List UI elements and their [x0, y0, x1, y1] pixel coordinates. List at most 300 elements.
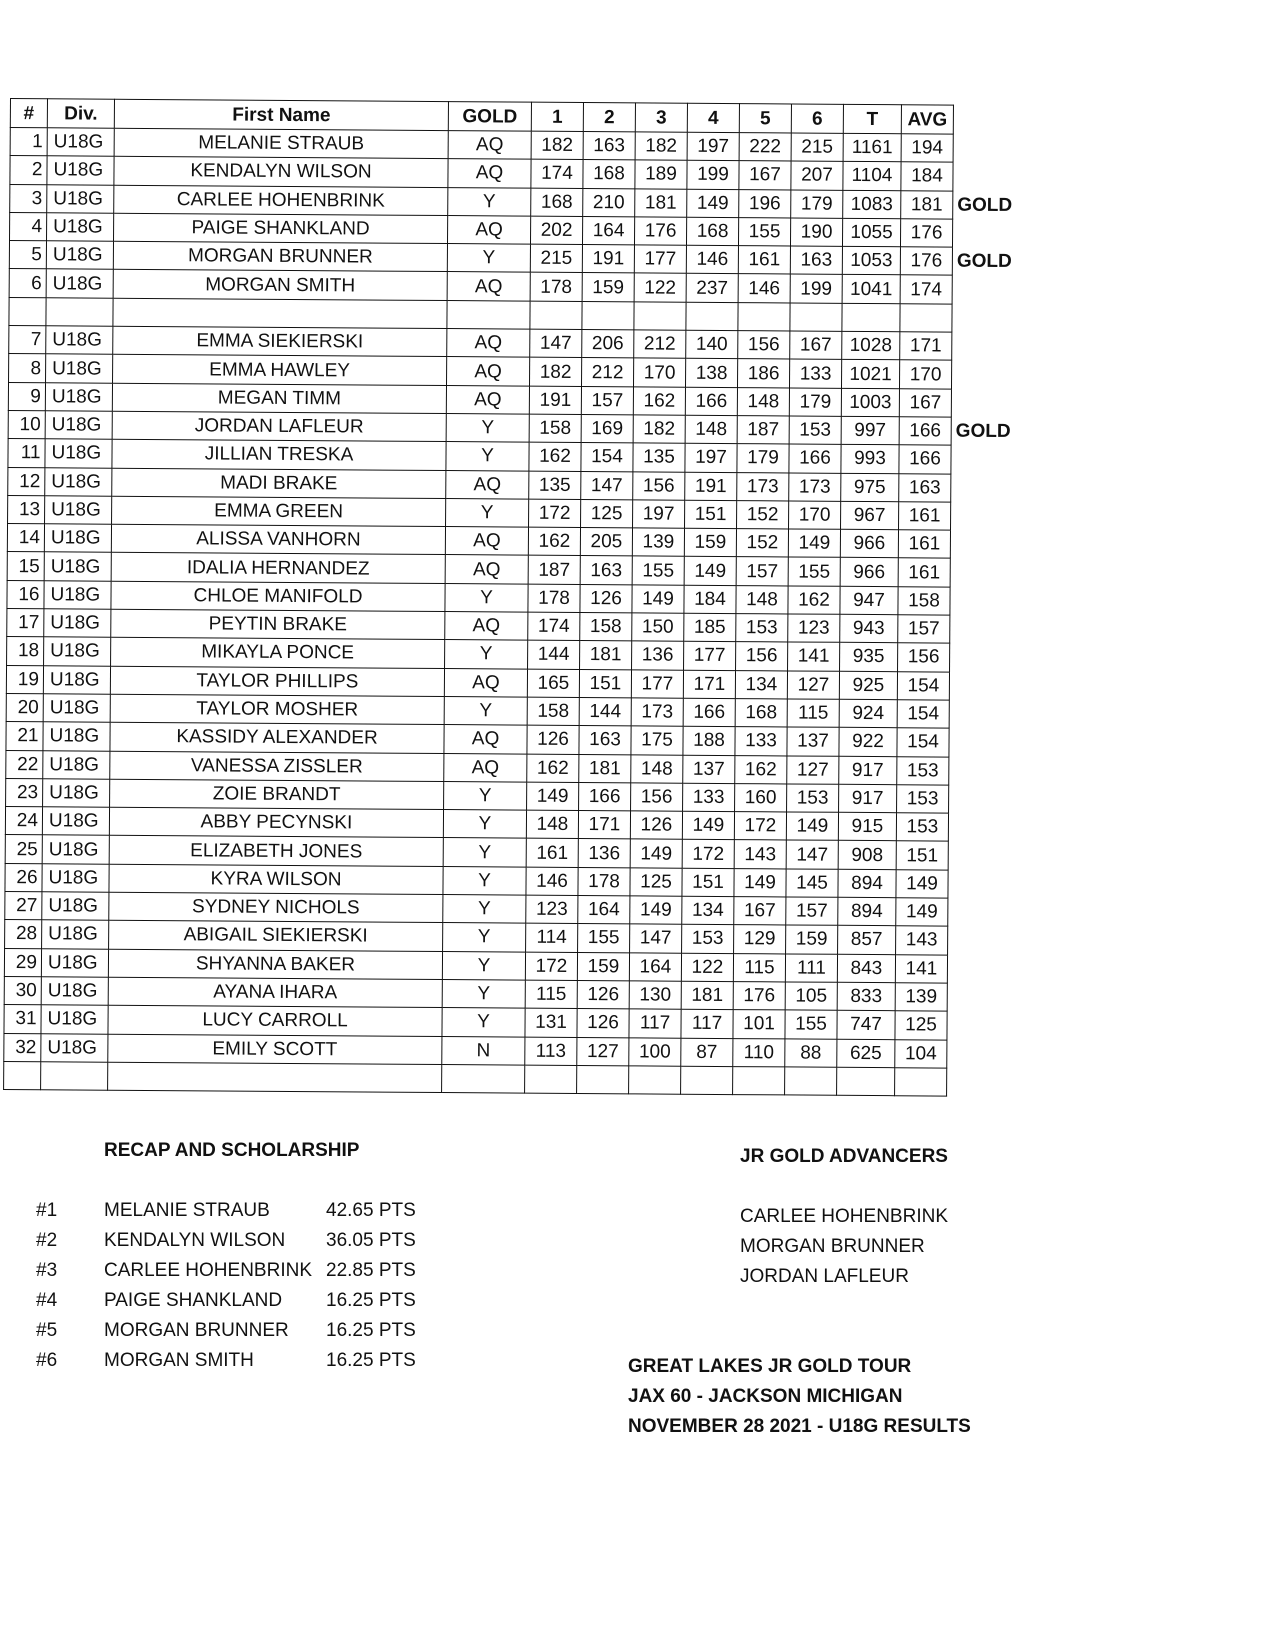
division-cell: U18G — [45, 382, 112, 411]
gold-advancer-label — [949, 757, 1012, 786]
game2-cell: 181 — [579, 754, 631, 783]
game3-cell: 135 — [633, 443, 685, 472]
gold-advancer-label — [951, 360, 1014, 389]
recap-points: 16.25 PTS — [326, 1350, 416, 1371]
division-cell: U18G — [43, 779, 110, 808]
average-cell: 149 — [896, 898, 948, 927]
game5-cell — [733, 1066, 785, 1095]
game3-cell: 139 — [632, 528, 684, 557]
game6-cell: 167 — [790, 331, 842, 360]
gold-advancer-label — [952, 304, 1015, 333]
advancer-name: JORDAN LAFLEUR — [740, 1266, 909, 1287]
gold-advancer-label — [947, 955, 1010, 984]
gold-advancer-label — [951, 474, 1014, 503]
game5-cell: 222 — [739, 133, 791, 162]
average-cell: 176 — [900, 219, 952, 248]
rank-cell: 22 — [6, 750, 43, 779]
rank-cell: 32 — [4, 1033, 41, 1062]
gold-advancer-label — [947, 983, 1010, 1012]
division-cell: U18G — [46, 326, 113, 355]
game5-cell: 156 — [736, 642, 788, 671]
total-cell: 1053 — [842, 247, 900, 276]
game4-cell: 151 — [685, 500, 737, 529]
game5-cell: 152 — [737, 500, 789, 529]
game4-cell: 137 — [683, 755, 735, 784]
game2-cell: 166 — [579, 782, 631, 811]
name-cell: ABBY PECYNSKI — [109, 807, 443, 838]
rank-cell: 21 — [6, 722, 43, 751]
game1-cell: 123 — [526, 895, 578, 924]
game2-cell: 158 — [580, 613, 632, 642]
game6-cell: 207 — [791, 161, 843, 190]
gold-status-cell: Y — [442, 979, 525, 1008]
division-cell: U18G — [42, 920, 109, 949]
gold-advancer-label — [952, 332, 1015, 361]
game5-cell: 187 — [737, 416, 789, 445]
name-cell: VANESSA ZISSLER — [110, 751, 444, 782]
game2-cell: 205 — [580, 528, 632, 557]
game3-cell: 149 — [630, 896, 682, 925]
rank-cell: 14 — [7, 524, 44, 553]
name-cell: ZOIE BRANDT — [110, 779, 444, 810]
game6-cell: 173 — [789, 473, 841, 502]
recap-rank: #3 — [36, 1260, 58, 1281]
game2-cell: 212 — [582, 358, 634, 387]
division-cell: U18G — [47, 184, 114, 213]
gold-status-cell: AQ — [447, 357, 530, 386]
division-cell: U18G — [44, 524, 111, 553]
division-cell — [41, 1062, 108, 1091]
average-cell: 125 — [895, 1011, 947, 1040]
game4-cell: 133 — [683, 783, 735, 812]
game5-cell: 161 — [738, 246, 790, 275]
game4-cell: 149 — [682, 811, 734, 840]
game4-cell: 153 — [682, 925, 734, 954]
gold-status-cell: AQ — [446, 470, 529, 499]
recap-rank: #4 — [36, 1290, 58, 1311]
rank-cell: 4 — [10, 212, 47, 241]
game2-cell: 163 — [580, 556, 632, 585]
game2-cell: 126 — [577, 980, 629, 1009]
game5-cell: 133 — [735, 727, 787, 756]
game1-cell: 158 — [529, 414, 581, 443]
total-cell: 1083 — [843, 190, 901, 219]
game3-cell: 164 — [629, 952, 681, 981]
game4-cell: 191 — [685, 472, 737, 501]
game6-cell: 162 — [788, 586, 840, 615]
gold-advancer-label — [947, 1040, 1010, 1069]
gold-advancer-label — [951, 389, 1014, 418]
game3-cell: 197 — [633, 500, 685, 529]
game3-cell: 182 — [635, 132, 687, 161]
gold-advancer-label — [950, 587, 1013, 616]
name-cell: KENDALYN WILSON — [114, 157, 448, 188]
game6-cell: 179 — [791, 190, 843, 219]
division-cell: U18G — [41, 1005, 108, 1034]
gold-advancer-label — [950, 530, 1013, 559]
rank-cell: 27 — [5, 891, 42, 920]
game1-cell: 172 — [529, 499, 581, 528]
game6-cell: 141 — [788, 642, 840, 671]
game5-cell: 176 — [733, 981, 785, 1010]
game1-cell: 162 — [528, 527, 580, 556]
game2-cell: 163 — [579, 726, 631, 755]
total-cell: 925 — [839, 671, 897, 700]
game4-cell: 148 — [685, 415, 737, 444]
game2-cell: 169 — [581, 414, 633, 443]
gold-advancer-label — [952, 219, 1015, 248]
gold-status-cell: Y — [445, 640, 528, 669]
recap-points: 16.25 PTS — [326, 1320, 416, 1341]
game4-cell: 197 — [685, 443, 737, 472]
game4-cell: 237 — [686, 274, 738, 303]
game3-cell: 155 — [632, 556, 684, 585]
name-cell: KYRA WILSON — [109, 864, 443, 895]
average-cell: 141 — [895, 954, 947, 983]
gold-status-cell: AQ — [444, 668, 527, 697]
recap-title: RECAP AND SCHOLARSHIP — [104, 1140, 360, 1161]
game3-cell — [634, 302, 686, 331]
game3-cell: 177 — [631, 669, 683, 698]
table-row — [4, 1061, 1010, 1096]
game1-cell: 215 — [530, 244, 582, 273]
total-cell: 1021 — [841, 360, 899, 389]
game1-cell: 178 — [530, 273, 582, 302]
recap-name: CARLEE HOHENBRINK — [104, 1260, 312, 1281]
gold-status-cell: Y — [443, 923, 526, 952]
game4-cell: 159 — [684, 528, 736, 557]
gold-advancer-label — [947, 1011, 1010, 1040]
name-cell: ALISSA VANHORN — [111, 524, 445, 555]
name-cell: SYDNEY NICHOLS — [109, 892, 443, 923]
game5-cell: 162 — [735, 755, 787, 784]
rank-cell: 11 — [8, 439, 45, 468]
name-cell: MIKAYLA PONCE — [111, 638, 445, 669]
division-cell: U18G — [47, 156, 114, 185]
average-cell: 166 — [899, 445, 951, 474]
game1-cell: 115 — [525, 980, 577, 1009]
name-cell: ELIZABETH JONES — [109, 836, 443, 867]
name-cell: SHYANNA BAKER — [108, 949, 442, 980]
total-cell: 1104 — [843, 162, 901, 191]
game2-cell: 164 — [582, 216, 634, 245]
total-cell — [842, 303, 900, 332]
rank-cell: 8 — [9, 354, 46, 383]
game2-cell: 168 — [583, 160, 635, 189]
division-cell: U18G — [44, 637, 111, 666]
game5-cell: 110 — [733, 1038, 785, 1067]
game6-cell: 111 — [785, 954, 837, 983]
gold-advancer-label — [949, 700, 1012, 729]
game4-cell: 171 — [683, 670, 735, 699]
game2-cell: 164 — [578, 896, 630, 925]
game2-cell: 178 — [578, 867, 630, 896]
total-cell: 967 — [841, 501, 899, 530]
average-cell: 153 — [897, 785, 949, 814]
game3-cell: 149 — [632, 585, 684, 614]
gold-status-cell — [447, 300, 530, 329]
name-cell: TAYLOR PHILLIPS — [110, 666, 444, 697]
rank-cell: 7 — [9, 326, 46, 355]
gold-advancer-label — [951, 445, 1014, 474]
column-header: Div. — [47, 99, 114, 128]
gold-status-cell: Y — [442, 1008, 525, 1037]
game5-cell: 143 — [734, 840, 786, 869]
name-cell: LUCY CARROLL — [108, 1005, 442, 1036]
game5-cell: 167 — [734, 897, 786, 926]
average-cell: 161 — [899, 502, 951, 531]
gold-advancer-label — [948, 813, 1011, 842]
average-cell: 154 — [897, 671, 949, 700]
gold-advancer-label — [948, 841, 1011, 870]
game6-cell: 137 — [787, 727, 839, 756]
game4-cell: 185 — [684, 613, 736, 642]
game2-cell — [577, 1065, 629, 1094]
event-location: JAX 60 - JACKSON MICHIGAN — [628, 1386, 903, 1407]
total-cell: 1003 — [841, 388, 899, 417]
game4-cell — [686, 302, 738, 331]
total-cell: 747 — [837, 1010, 895, 1039]
game1-cell: 147 — [530, 329, 582, 358]
column-header: 6 — [791, 104, 843, 133]
rank-cell: 15 — [7, 552, 44, 581]
gold-status-cell: Y — [443, 810, 526, 839]
average-cell: 167 — [899, 388, 951, 417]
game2-cell: 125 — [581, 499, 633, 528]
average-cell: 176 — [900, 247, 952, 276]
division-cell: U18G — [42, 892, 109, 921]
gold-status-cell: Y — [447, 244, 530, 273]
game1-cell: 135 — [529, 471, 581, 500]
gold-advancer-label — [950, 559, 1013, 588]
game5-cell — [738, 302, 790, 331]
game3-cell: 117 — [629, 1009, 681, 1038]
average-cell: 149 — [896, 869, 948, 898]
gold-status-cell: Y — [446, 414, 529, 443]
recap-name: PAIGE SHANKLAND — [104, 1290, 283, 1311]
column-header: 1 — [531, 102, 583, 131]
division-cell: U18G — [45, 439, 112, 468]
rank-cell — [4, 1061, 41, 1090]
name-cell: PEYTIN BRAKE — [111, 609, 445, 640]
rank-cell: 10 — [8, 410, 45, 439]
game6-cell — [785, 1067, 837, 1096]
game4-cell: 199 — [687, 161, 739, 190]
gold-advancer-label — [949, 728, 1012, 757]
game2-cell: 147 — [581, 471, 633, 500]
game5-cell: 129 — [734, 925, 786, 954]
name-cell: MORGAN BRUNNER — [113, 241, 447, 272]
game6-cell: 155 — [788, 557, 840, 586]
total-cell: 917 — [839, 756, 897, 785]
name-cell: EMILY SCOTT — [108, 1034, 442, 1065]
average-cell — [895, 1067, 947, 1096]
name-cell: CARLEE HOHENBRINK — [114, 185, 448, 216]
column-header: 5 — [739, 104, 791, 133]
division-cell: U18G — [43, 722, 110, 751]
gold-status-cell: Y — [446, 498, 529, 527]
recap-name: MORGAN BRUNNER — [104, 1320, 289, 1341]
recap-name: MORGAN SMITH — [104, 1350, 254, 1371]
gold-status-cell: Y — [444, 781, 527, 810]
total-cell: 915 — [838, 812, 896, 841]
game3-cell: 177 — [634, 245, 686, 274]
game4-cell: 184 — [684, 585, 736, 614]
recap-points: 36.05 PTS — [326, 1230, 416, 1251]
average-cell: 143 — [896, 926, 948, 955]
game6-cell: 123 — [788, 614, 840, 643]
division-cell: U18G — [47, 128, 114, 157]
game2-cell: 126 — [577, 1009, 629, 1038]
game1-cell: 191 — [529, 386, 581, 415]
game3-cell: 212 — [634, 330, 686, 359]
game3-cell: 176 — [634, 217, 686, 246]
advancers-title: JR GOLD ADVANCERS — [740, 1146, 948, 1167]
rank-cell: 23 — [6, 778, 43, 807]
column-header: 4 — [687, 103, 739, 132]
gold-advancer-label — [948, 870, 1011, 899]
total-cell — [837, 1067, 895, 1096]
total-cell: 894 — [838, 869, 896, 898]
name-cell: MORGAN SMITH — [113, 270, 447, 301]
game1-cell: 202 — [530, 216, 582, 245]
average-cell: 153 — [896, 813, 948, 842]
game6-cell: 190 — [790, 218, 842, 247]
game3-cell: 173 — [631, 698, 683, 727]
game2-cell: 191 — [582, 245, 634, 274]
average-cell: 184 — [901, 162, 953, 191]
division-cell — [46, 298, 113, 327]
gold-advancer-label — [951, 502, 1014, 531]
game5-cell: 153 — [736, 614, 788, 643]
results-table — [3, 98, 1017, 1097]
total-cell: 922 — [839, 728, 897, 757]
game5-cell: 186 — [737, 359, 789, 388]
division-cell: U18G — [43, 750, 110, 779]
game4-cell: 149 — [687, 189, 739, 218]
division-cell: U18G — [46, 241, 113, 270]
division-cell: U18G — [43, 665, 110, 694]
game1-cell: 187 — [528, 556, 580, 585]
game2-cell: 154 — [581, 443, 633, 472]
game3-cell: 189 — [635, 160, 687, 189]
total-cell: 1055 — [842, 218, 900, 247]
game5-cell: 172 — [734, 812, 786, 841]
rank-cell: 25 — [5, 835, 42, 864]
game6-cell: 149 — [786, 812, 838, 841]
gold-status-cell: Y — [445, 583, 528, 612]
game1-cell: 158 — [527, 697, 579, 726]
game3-cell: 170 — [634, 358, 686, 387]
recap-points: 42.65 PTS — [326, 1200, 416, 1221]
gold-status-cell: AQ — [444, 725, 527, 754]
game4-cell: 146 — [686, 245, 738, 274]
game4-cell: 188 — [683, 726, 735, 755]
rank-cell: 12 — [8, 467, 45, 496]
game3-cell: 162 — [633, 387, 685, 416]
advancer-name: CARLEE HOHENBRINK — [740, 1206, 948, 1227]
division-cell: U18G — [41, 948, 108, 977]
gold-advancer-label: GOLD — [956, 250, 1012, 273]
gold-advancer-label — [950, 643, 1013, 672]
division-cell: U18G — [45, 496, 112, 525]
rank-cell: 19 — [6, 665, 43, 694]
division-cell: U18G — [44, 609, 111, 638]
game3-cell: 148 — [631, 754, 683, 783]
column-header: First Name — [114, 99, 448, 130]
name-cell — [113, 298, 447, 329]
game1-cell: 113 — [525, 1037, 577, 1066]
game5-cell: 146 — [738, 274, 790, 303]
game1-cell: 126 — [527, 725, 579, 754]
game5-cell: 173 — [737, 472, 789, 501]
column-header: T — [843, 104, 901, 133]
gold-status-cell: N — [442, 1036, 525, 1065]
column-header: # — [10, 99, 47, 128]
division-cell: U18G — [43, 694, 110, 723]
gold-advancer-label — [948, 926, 1011, 955]
game2-cell: 144 — [579, 697, 631, 726]
rank-cell: 1 — [10, 128, 47, 157]
total-cell: 894 — [838, 897, 896, 926]
rank-cell: 17 — [7, 609, 44, 638]
total-cell: 993 — [841, 445, 899, 474]
game1-cell: 144 — [528, 640, 580, 669]
gold-status-cell: AQ — [445, 555, 528, 584]
game2-cell: 171 — [578, 811, 630, 840]
game2-cell: 159 — [577, 952, 629, 981]
division-cell: U18G — [41, 977, 108, 1006]
game5-cell: 156 — [738, 331, 790, 360]
gold-status-cell: Y — [446, 442, 529, 471]
game6-cell: 179 — [789, 388, 841, 417]
total-cell: 966 — [840, 529, 898, 558]
game4-cell: 172 — [682, 840, 734, 869]
total-cell: 924 — [839, 699, 897, 728]
total-cell: 1161 — [843, 133, 901, 162]
gold-status-cell: AQ — [447, 329, 530, 358]
average-cell: 154 — [897, 728, 949, 757]
game3-cell: 136 — [632, 641, 684, 670]
gold-status-cell: Y — [443, 866, 526, 895]
game1-cell: 182 — [530, 358, 582, 387]
division-cell: U18G — [42, 863, 109, 892]
recap-points: 22.85 PTS — [326, 1260, 416, 1281]
gold-advancer-label — [953, 162, 1016, 191]
game6-cell: 157 — [786, 897, 838, 926]
game1-cell: 148 — [526, 810, 578, 839]
gold-status-cell — [442, 1064, 525, 1093]
game4-cell: 140 — [686, 330, 738, 359]
column-header: 2 — [583, 103, 635, 132]
total-cell: 943 — [840, 614, 898, 643]
rank-cell: 20 — [6, 693, 43, 722]
total-cell: 935 — [840, 643, 898, 672]
total-cell: 966 — [840, 558, 898, 587]
total-cell: 975 — [841, 473, 899, 502]
game6-cell: 153 — [787, 784, 839, 813]
game4-cell: 166 — [685, 387, 737, 416]
game6-cell: 153 — [789, 416, 841, 445]
game6-cell: 88 — [785, 1038, 837, 1067]
game2-cell: 181 — [580, 641, 632, 670]
gold-advancer-label — [949, 785, 1012, 814]
division-cell: U18G — [47, 213, 114, 242]
average-cell — [900, 304, 952, 333]
game6-cell: 115 — [787, 699, 839, 728]
division-cell: U18G — [41, 1033, 108, 1062]
game4-cell: 168 — [686, 217, 738, 246]
